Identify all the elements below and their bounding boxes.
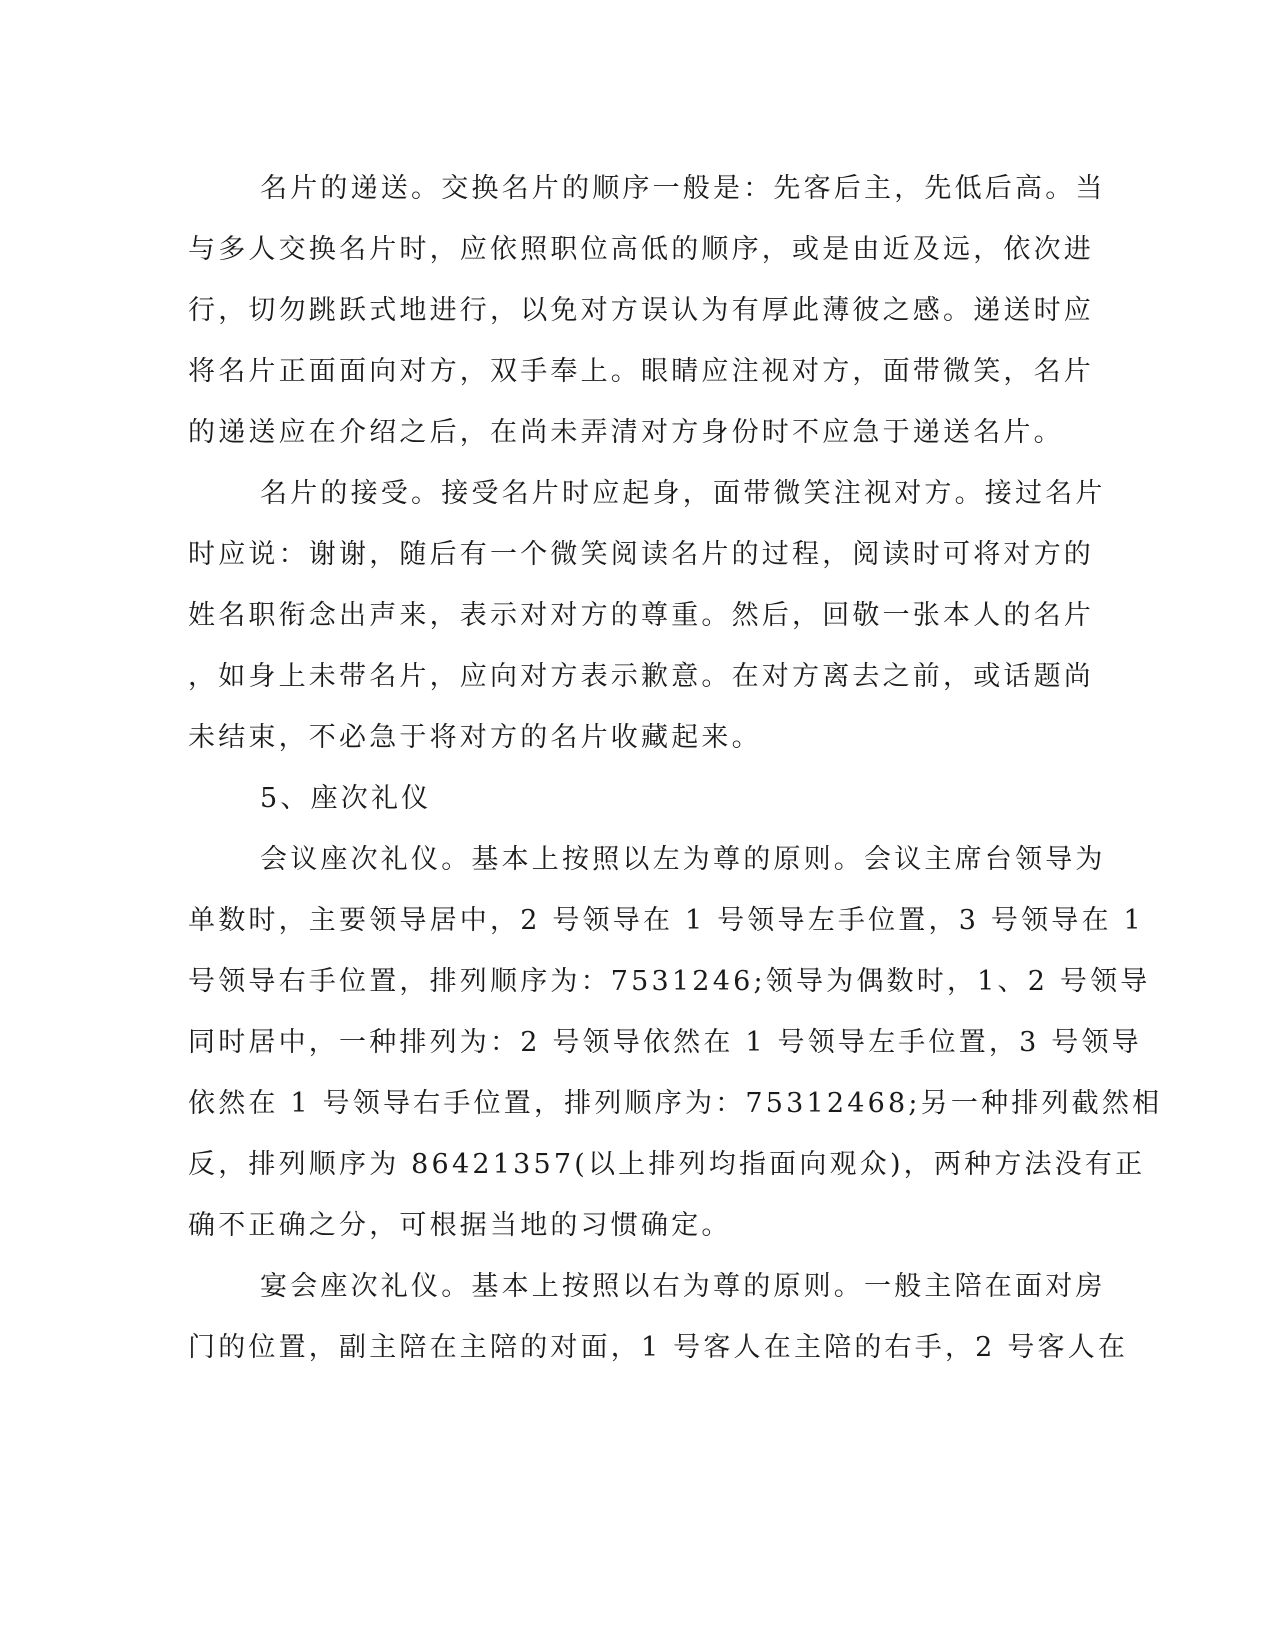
text-line: 确不正确之分，可根据当地的习惯确定。 [188,1210,732,1241]
text-line: 同时居中，一种排列为：2 号领导依然在 1 号领导左手位置，3 号领导 [188,1027,1142,1058]
text-line: 与多人交换名片时，应依照职位高低的顺序，或是由近及远，依次进 [188,234,1094,265]
text-line: 反，排列顺序为 86421357(以上排列均指面向观众)，两种方法没有正 [188,1149,1146,1180]
paragraph-meeting-seating [188,829,1163,1256]
text-line: ，如身上未带名片，应向对方表示歉意。在对方离去之前，或话题尚 [188,661,1094,692]
text-line: 门的位置，副主陪在主陪的对面，1 号客人在主陪的右手，2 号客人在 [188,1332,1129,1363]
text-line: 姓名职衔念出声来，表示对对方的尊重。然后，回敬一张本人的名片 [188,600,1094,631]
section-heading: 5、座次礼仪 [260,783,432,814]
text-line: 时应说：谢谢，随后有一个微笑阅读名片的过程，阅读时可将对方的 [188,539,1094,570]
text-line: 行，切勿跳跃式地进行，以免对方误认为有厚此薄彼之感。递送时应 [188,295,1094,326]
paragraph-card-delivery [188,158,1106,463]
text-line: 未结束，不必急于将对方的名片收藏起来。 [188,722,762,753]
document-body [188,158,1163,1378]
text-line: 依然在 1 号领导右手位置，排列顺序为：75312468;另一种排列截然相 [188,1088,1163,1119]
text-line: 的递送应在介绍之后，在尚未弄清对方身份时不应急于递送名片。 [188,417,1064,448]
paragraph-card-receiving [188,463,1106,768]
section-heading-seating [188,768,1074,829]
text-line: 宴会座次礼仪。基本上按照以右为尊的原则。一般主陪在面对房 [260,1271,1106,1302]
text-line: 将名片正面面向对方，双手奉上。眼睛应注视对方，面带微笑，名片 [188,356,1094,387]
paragraph-banquet-seating [188,1256,1129,1378]
text-line: 单数时，主要领导居中，2 号领导在 1 号领导左手位置，3 号领导在 1 [188,905,1144,936]
text-line: 会议座次礼仪。基本上按照以左为尊的原则。会议主席台领导为 [260,844,1106,875]
text-line: 号领导右手位置，排列顺序为：7531246;领导为偶数时，1、2 号领导 [188,966,1151,997]
text-line: 名片的接受。接受名片时应起身，面带微笑注视对方。接过名片 [260,478,1106,509]
text-line: 名片的递送。交换名片的顺序一般是：先客后主，先低后高。当 [260,173,1106,204]
